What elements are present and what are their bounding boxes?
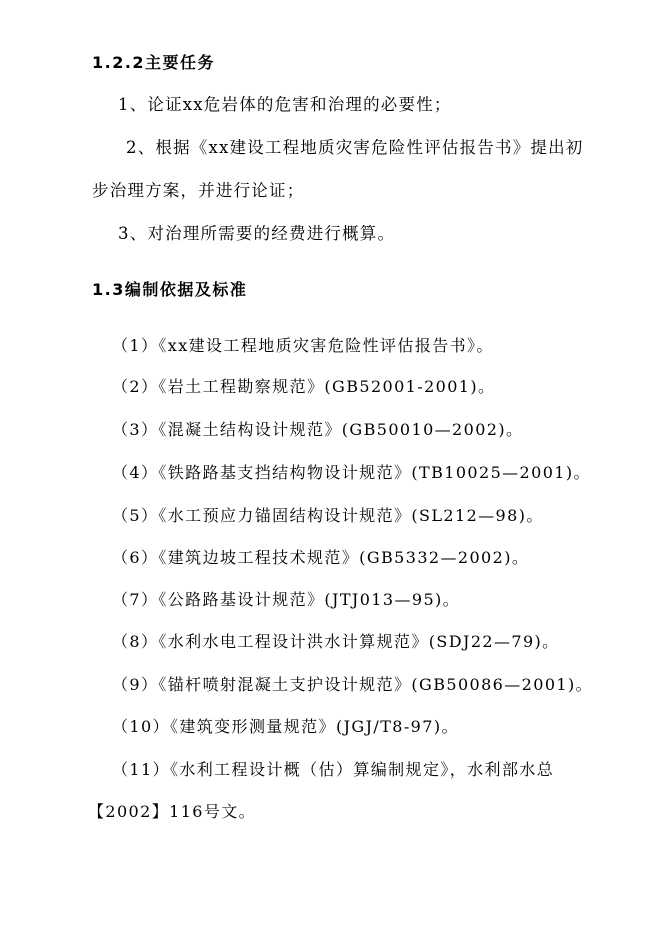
- reference-item-11-continued: 【2002】116号文。: [88, 802, 257, 821]
- reference-item-11: （11）《水利工程设计概（估）算编制规定》，水利部水总: [112, 760, 555, 779]
- task-item-2-continued: 步治理方案，并进行论证；: [92, 181, 305, 200]
- reference-item-4: （4）《铁路路基支挡结构物设计规范》(TB10025—2001)。: [112, 463, 591, 482]
- reference-item-7: （7）《公路路基设计规范》(JTJ013—95)。: [112, 590, 461, 609]
- reference-item-5: （5）《水工预应力锚固结构设计规范》(SL212—98)。: [112, 506, 544, 525]
- reference-item-3: （3）《混凝土结构设计规范》(GB50010—2002)。: [112, 420, 524, 439]
- task-item-3: 3、对治理所需要的经费进行概算。: [118, 224, 396, 243]
- section-heading-basis-standards: 1.3编制依据及标准: [92, 280, 248, 299]
- reference-item-2: （2）《岩土工程勘察规范》(GB52001-2001)。: [112, 377, 496, 396]
- reference-item-9: （9）《锚杆喷射混凝土支护设计规范》(GB50086—2001)。: [112, 675, 594, 694]
- reference-item-1: （1）《xx建设工程地质灾害危险性评估报告书》。: [112, 336, 494, 355]
- reference-item-10: （10）《建筑变形测量规范》(JGJ/T8-97)。: [112, 717, 459, 736]
- task-item-2: 2、根据《xx建设工程地质灾害危险性评估报告书》提出初: [126, 138, 584, 157]
- task-item-1: 1、论证xx危岩体的危害和治理的必要性；: [118, 95, 452, 114]
- reference-item-8: （8）《水利水电工程设计洪水计算规范》(SDJ22—79)。: [112, 632, 560, 651]
- section-heading-main-tasks: 1.2.2主要任务: [92, 53, 216, 72]
- reference-item-6: （6）《建筑边坡工程技术规范》(GB5332—2002)。: [112, 548, 530, 567]
